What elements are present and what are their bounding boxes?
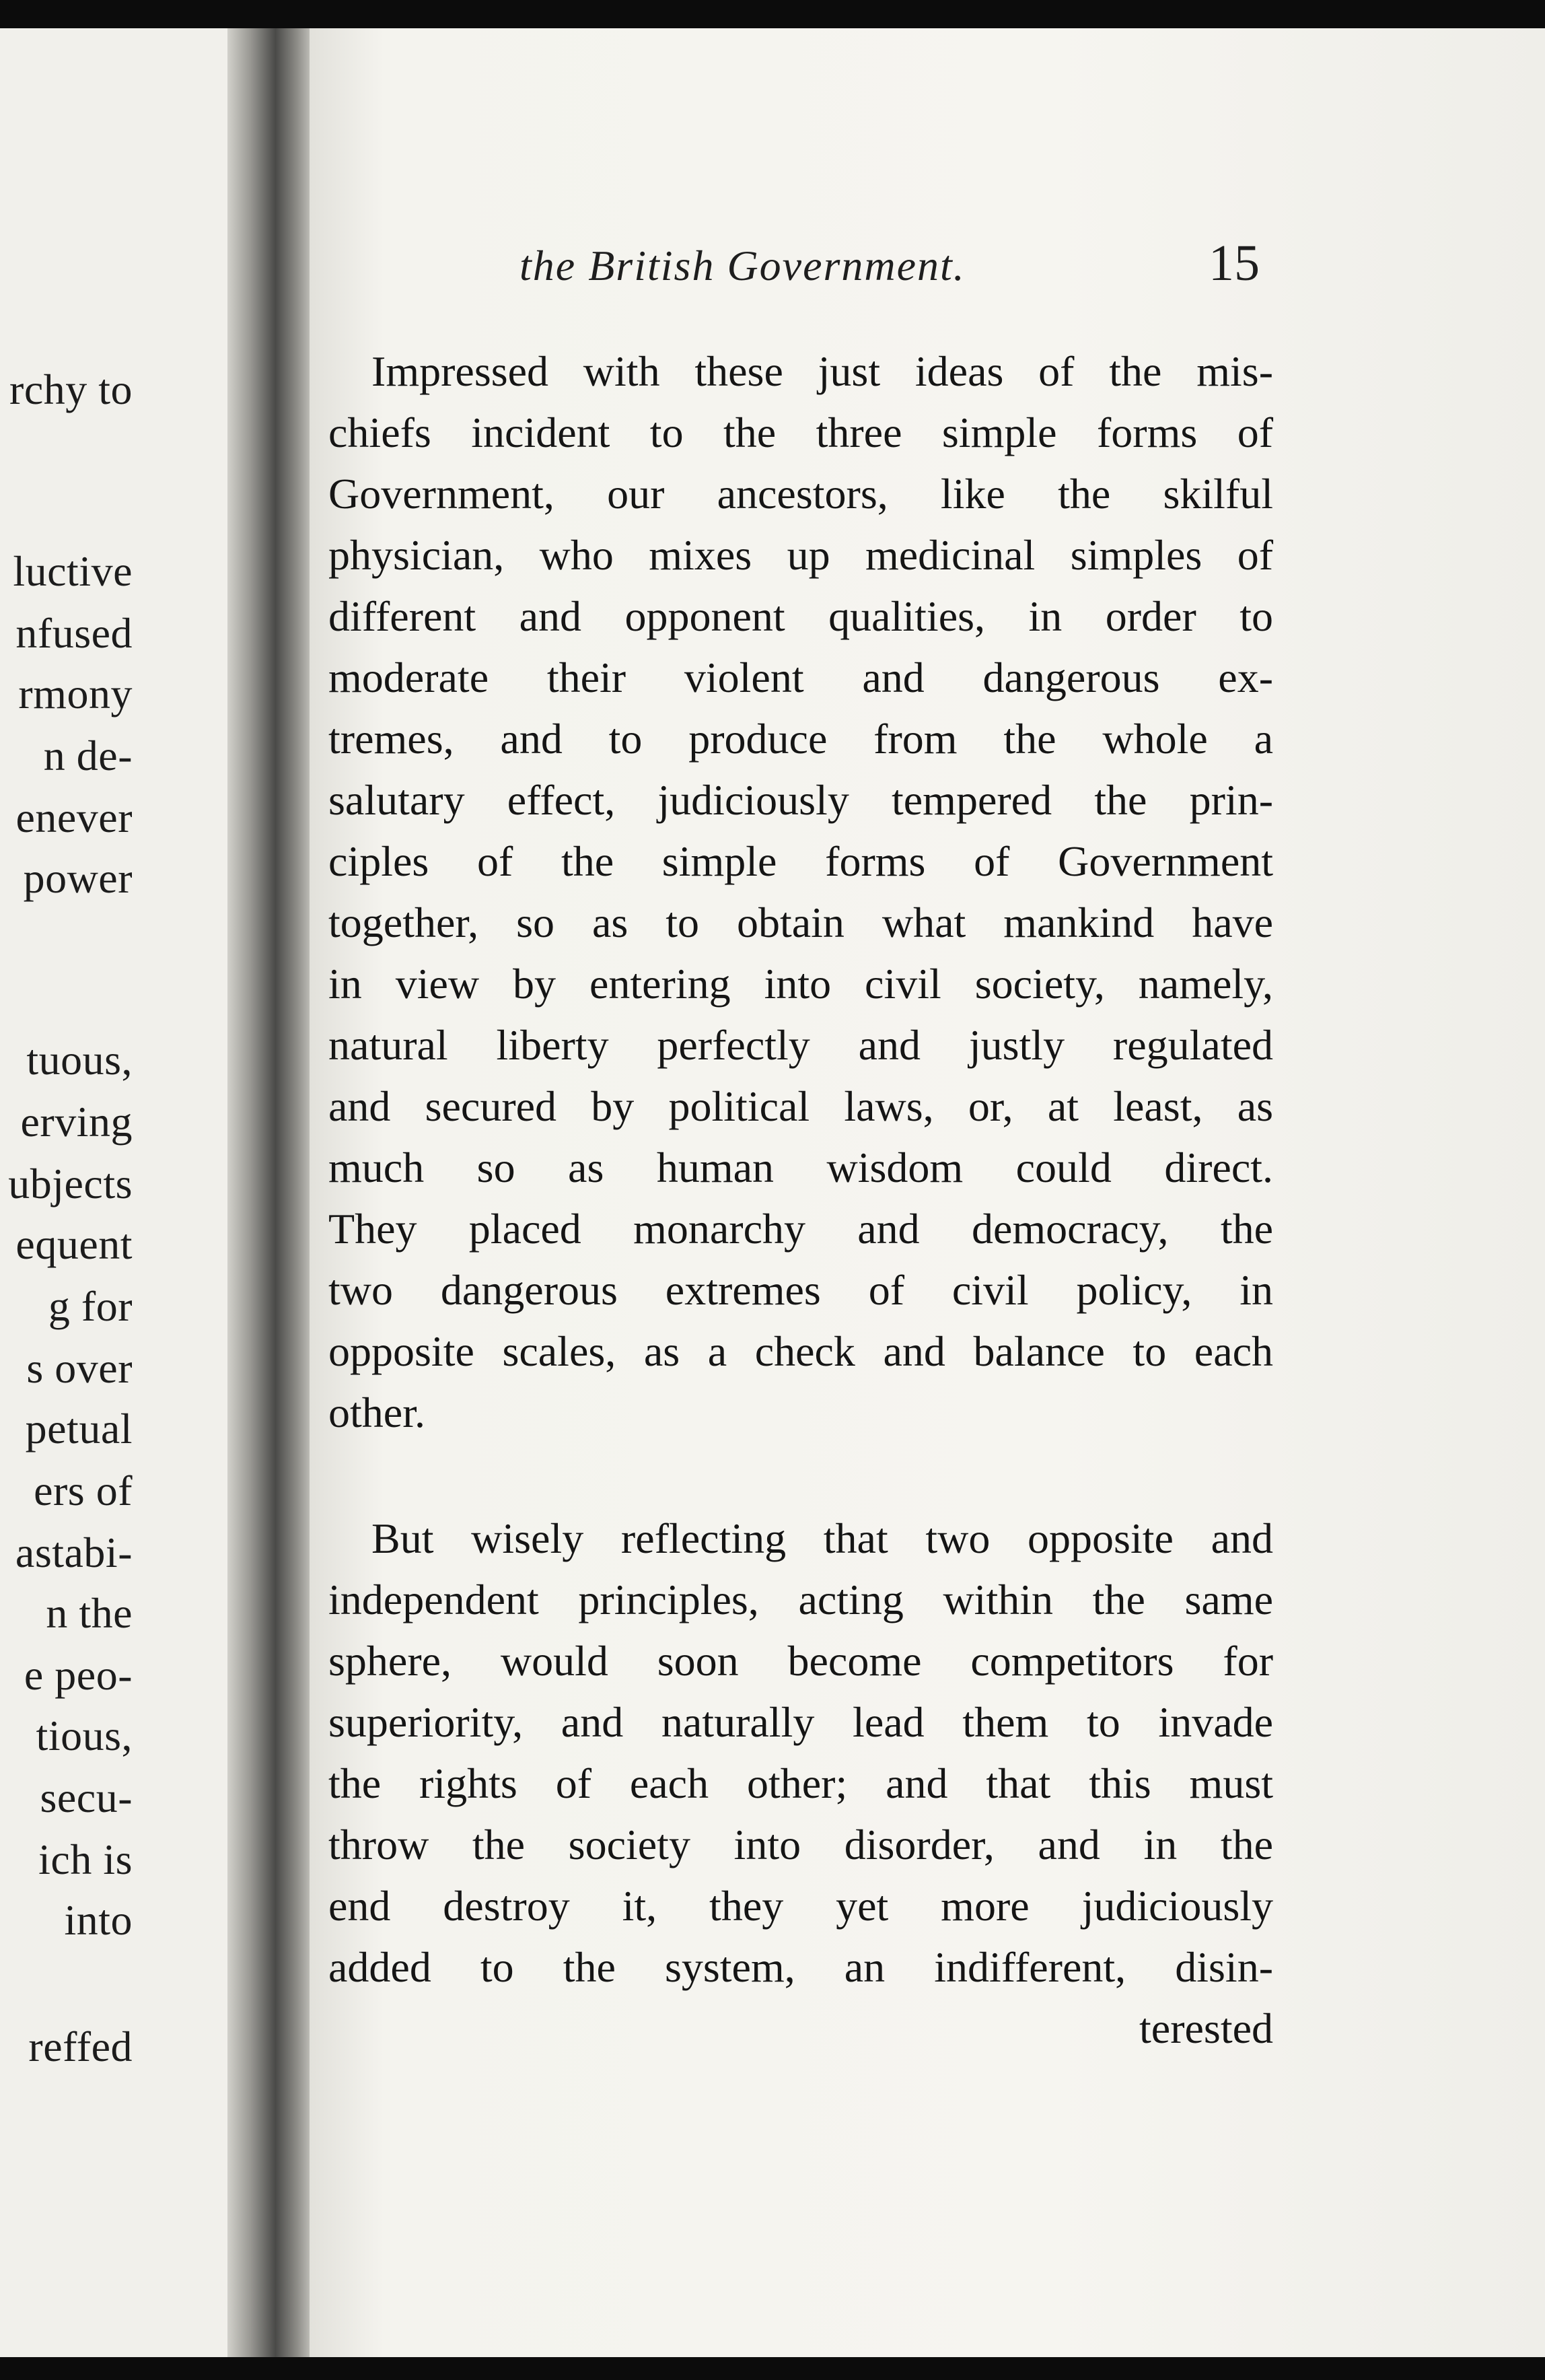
left-page-line: s over <box>26 1344 133 1392</box>
left-page-line: rmony <box>18 670 133 718</box>
text-line: ciples of the simple forms of Government <box>328 837 1273 885</box>
left-page-line: e peo- <box>24 1651 133 1699</box>
book-gutter <box>227 28 315 2357</box>
text-line: throw the society into disorder, and in the <box>328 1821 1273 1868</box>
left-page-line: ers of <box>34 1467 133 1514</box>
left-page-line: power <box>23 854 133 902</box>
text-line: in view by entering into civil society, namely, <box>328 960 1273 1008</box>
text-line: physician, who mixes up medicinal simples of <box>328 531 1273 579</box>
left-page-line: into <box>64 1896 133 1944</box>
text-line: and secured by political laws, or, at least, as <box>328 1082 1273 1130</box>
left-page-line: tuous, <box>26 1036 133 1084</box>
catchword: terested <box>1139 2004 1273 2052</box>
text-line: But wisely reflecting that two opposite and <box>371 1514 1273 1562</box>
text-line: moderate their violent and dangerous ex- <box>328 654 1273 701</box>
text-line: Impressed with these just ideas of the mis- <box>371 347 1273 395</box>
text-line: They placed monarchy and democracy, the <box>328 1205 1273 1253</box>
left-page-line: rchy to <box>9 365 133 413</box>
text-line: added to the system, an indifferent, disin- <box>328 1943 1273 1991</box>
left-page-line: enever <box>15 794 133 841</box>
text-line: salutary effect, judiciously tempered the prin- <box>328 776 1273 824</box>
text-line: tremes, and to produce from the whole a <box>328 715 1273 763</box>
text-line: chiefs incident to the three simple forms of <box>328 409 1273 456</box>
left-page-line: nfused <box>15 609 133 657</box>
left-page-line: n the <box>46 1589 133 1637</box>
left-page-fragment <box>0 28 237 2357</box>
left-page-line: ich is <box>38 1835 133 1883</box>
left-page-line: g for <box>48 1282 133 1330</box>
left-page-line: secu- <box>40 1774 133 1821</box>
text-line: Government, our ancestors, like the skilful <box>328 470 1273 518</box>
text-line: the rights of each other; and that this must <box>328 1759 1273 1807</box>
page-number: 15 <box>1209 235 1260 291</box>
text-line: sphere, would soon become competitors for <box>328 1637 1273 1685</box>
text-line: opposite scales, as a check and balance to each <box>328 1327 1273 1375</box>
running-head: the British Government. <box>519 242 966 289</box>
left-page-line: astabi- <box>15 1529 133 1576</box>
left-page-line: petual <box>25 1405 133 1452</box>
text-line: independent principles, acting within the same <box>328 1576 1273 1623</box>
text-line: much so as human wisdom could direct. <box>328 1144 1273 1191</box>
left-page-line: n de- <box>43 732 133 779</box>
text-line: superiority, and naturally lead them to invade <box>328 1698 1273 1746</box>
left-page-line: reffed <box>28 2023 133 2070</box>
left-page-line: luctive <box>13 547 133 595</box>
left-page-line: ubjects <box>8 1160 133 1208</box>
text-line: different and opponent qualities, in order to <box>328 592 1273 640</box>
text-line: natural liberty perfectly and justly regulated <box>328 1021 1273 1069</box>
left-page-line: equent <box>15 1220 133 1268</box>
left-page-line: tious, <box>36 1712 133 1759</box>
left-page-line: erving <box>20 1098 133 1146</box>
text-line: end destroy it, they yet more judiciously <box>328 1882 1273 1930</box>
text-line: other. <box>328 1389 425 1436</box>
scan-border <box>0 2357 1545 2380</box>
text-line: two dangerous extremes of civil policy, in <box>328 1266 1273 1314</box>
text-line: together, so as to obtain what mankind have <box>328 899 1273 946</box>
